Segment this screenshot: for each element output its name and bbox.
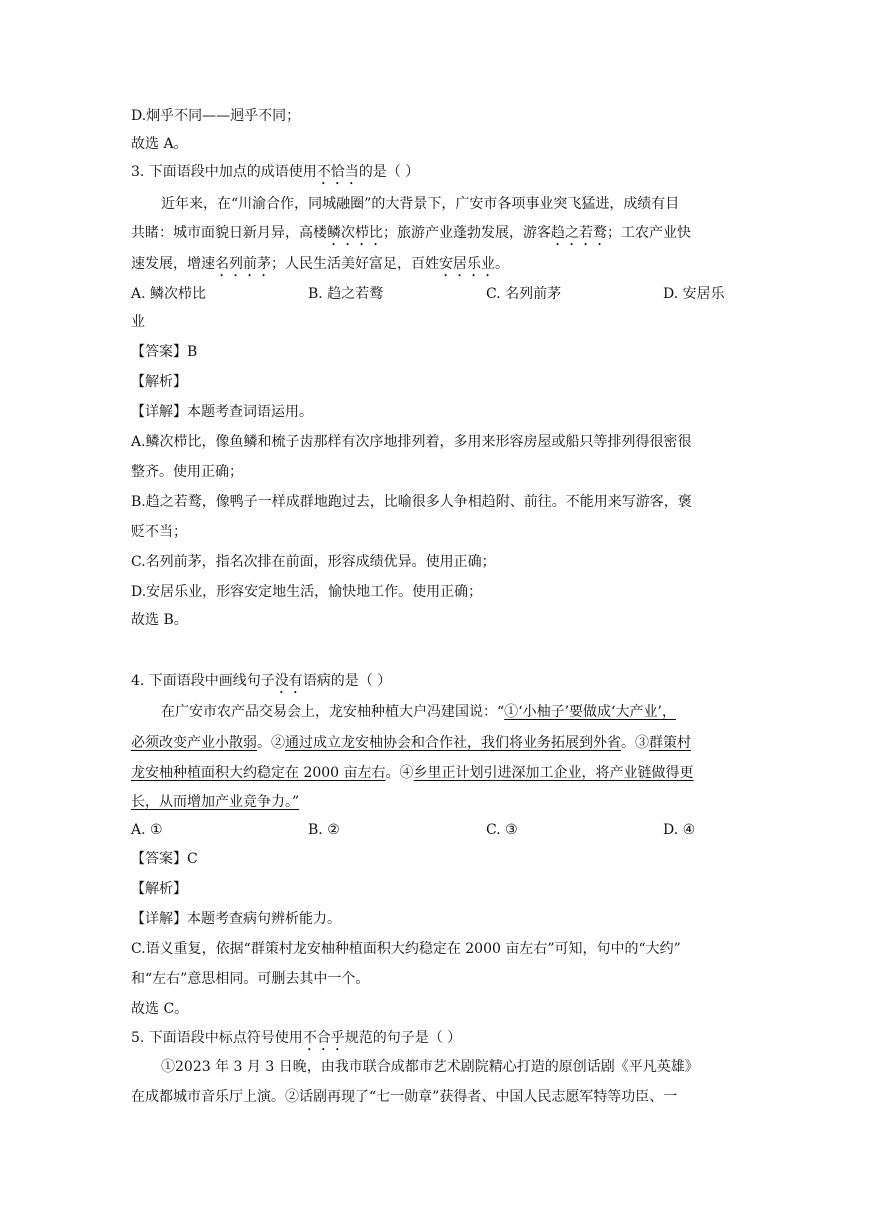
q3-explain-line: D.安居乐业，形容安定地生活，愉快地工作。使用正确； [131, 584, 483, 600]
q4-text: 。③ [621, 735, 649, 751]
q3-dotted-idiom: 鳞次栉比 [327, 225, 383, 241]
q3-option-b: B. 趋之若鹜 [308, 286, 384, 302]
q5-passage-line-1: ①2023 年 3 月 3 日晚，由我市联合成都市艺术剧院精心打造的原创话剧《平凡英雄》 [161, 1059, 699, 1075]
q4-text: 在广安市农产品交易会上，龙安柚种植大户冯建国说：“ [161, 704, 505, 720]
q4-detail: 【详解】本题考查病句辨析能力。 [131, 911, 341, 927]
q4-conclusion: 故选 C。 [131, 1001, 189, 1017]
q2-conclusion: 故选 A。 [131, 136, 188, 152]
q4-underlined-sentence: ①‘小柚子’要做成‘大产业’， [504, 704, 676, 720]
q4-underlined-sentence: 必须改变产业小散弱 [131, 735, 257, 751]
q4-analysis: 【解析】 [131, 881, 187, 897]
q3-text: ；工农产业快 [607, 225, 691, 241]
q4-passage-line-1 [161, 702, 676, 722]
q3-explain-line: 贬不当； [131, 524, 187, 540]
q3-text: ；旅游产业蓬勃发展，游客 [383, 225, 551, 241]
q3-text: 共睹：城市面貌日新月异，高楼 [131, 225, 327, 241]
q3-detail: 【详解】本题考查词语运用。 [131, 404, 313, 420]
q3-explain-line: A.鳞次栉比，像鱼鳞和梳子齿那样有次序地排列着，多用来形容房屋或船只等排列得很密很 [131, 434, 692, 450]
q3-dotted-idiom: 趋之若鹜 [551, 225, 607, 241]
q3-stem [131, 162, 419, 188]
q4-option-a: A. ① [131, 822, 163, 838]
q4-stem [131, 671, 391, 697]
q3-option-c: C. 名列前茅 [486, 286, 562, 302]
q3-explain-line: C.名列前茅，指名次排在前面，形容成绩优异。使用正确； [131, 554, 496, 570]
q3-passage-line-2 [131, 223, 691, 249]
q4-underlined-sentence: 乡里正计划引进深加工企业，将产业链做得更 [413, 765, 694, 781]
q4-explain-line: C.语义重复，依据“群策村龙安柚种植面积大约稳定在 2000 亩左右”可知，句中的“大约” [131, 941, 681, 957]
q5-stem-prefix: 5. 下面语段中标点符号使用 [131, 1030, 303, 1046]
q2-option-d-note: D.炯乎不同——迥乎不同； [131, 108, 301, 124]
q3-option-a: A. 鳞次栉比 [131, 286, 207, 302]
q4-text: 。④ [385, 765, 414, 781]
q3-stem-suffix: 的是（ ） [358, 164, 420, 180]
q4-explain-line: 和“左右”意思相同。可删去其中一个。 [131, 971, 370, 987]
q5-stem-dotted: 不合乎 [302, 1030, 345, 1046]
q3-stem-prefix: 3. 下面语段中加点的成语使用 [131, 164, 317, 180]
q4-stem-prefix: 4. 下面语段中画线句子 [131, 673, 275, 689]
q3-stem-dotted: 不恰当 [316, 164, 359, 180]
q3-option-d-wrap: 业 [131, 314, 145, 330]
q4-passage-line-2 [131, 733, 691, 753]
q4-option-c: C. ③ [486, 822, 518, 838]
q5-stem [131, 1028, 461, 1054]
q5-stem-suffix: 规范的句子是（ ） [344, 1030, 462, 1046]
q4-text: 。② [257, 735, 285, 751]
q3-answer: 【答案】B [131, 344, 198, 360]
q4-stem-suffix: 语病的是（ ） [302, 673, 392, 689]
q3-text: 。 [495, 256, 509, 272]
q4-underlined-sentence: 通过成立龙安柚协会和合作社，我们将业务拓展到外省 [285, 735, 621, 751]
q3-option-d: D. 安居乐 [663, 286, 725, 302]
q3-text: ；人民生活美好富足，百姓 [271, 256, 439, 272]
q3-text: 速发展，增速 [131, 256, 215, 272]
q4-passage-line-4 [131, 792, 299, 812]
q4-underlined-sentence: 群策村 [649, 735, 691, 751]
q4-option-b: B. ② [308, 822, 340, 838]
q3-dotted-idiom: 安居乐业 [439, 256, 495, 272]
q4-passage-line-3 [131, 763, 694, 783]
q3-passage-line-1: 近年来，在“川渝合作，同城融圈”的大背景下，广安市各项事业突飞猛进，成绩有目 [161, 196, 680, 212]
q3-conclusion: 故选 B。 [131, 612, 188, 628]
q4-option-d: D. ④ [663, 822, 696, 838]
q4-stem-dotted: 没有 [274, 673, 303, 689]
q4-underlined-sentence: 龙安柚种植面积大约稳定在 2000 亩左右 [131, 765, 386, 781]
q3-explain-line: B.趋之若鹜，像鸭子一样成群地跑过去，比喻很多人争相趋附、前往。不能用来写游客，褒 [131, 494, 692, 510]
q3-dotted-idiom: 名列前茅 [215, 256, 271, 272]
q3-passage-line-3 [131, 254, 509, 280]
q3-analysis: 【解析】 [131, 374, 187, 390]
q4-answer: 【答案】C [131, 851, 198, 867]
q4-underlined-sentence: 长，从而增加产业竞争力。” [131, 794, 300, 810]
q3-explain-line: 整齐。使用正确； [131, 464, 243, 480]
q5-passage-line-2: 在成都城市音乐厅上演。②话剧再现了“七一勋章”获得者、中国人民志愿军特等功臣、一 [131, 1089, 678, 1105]
